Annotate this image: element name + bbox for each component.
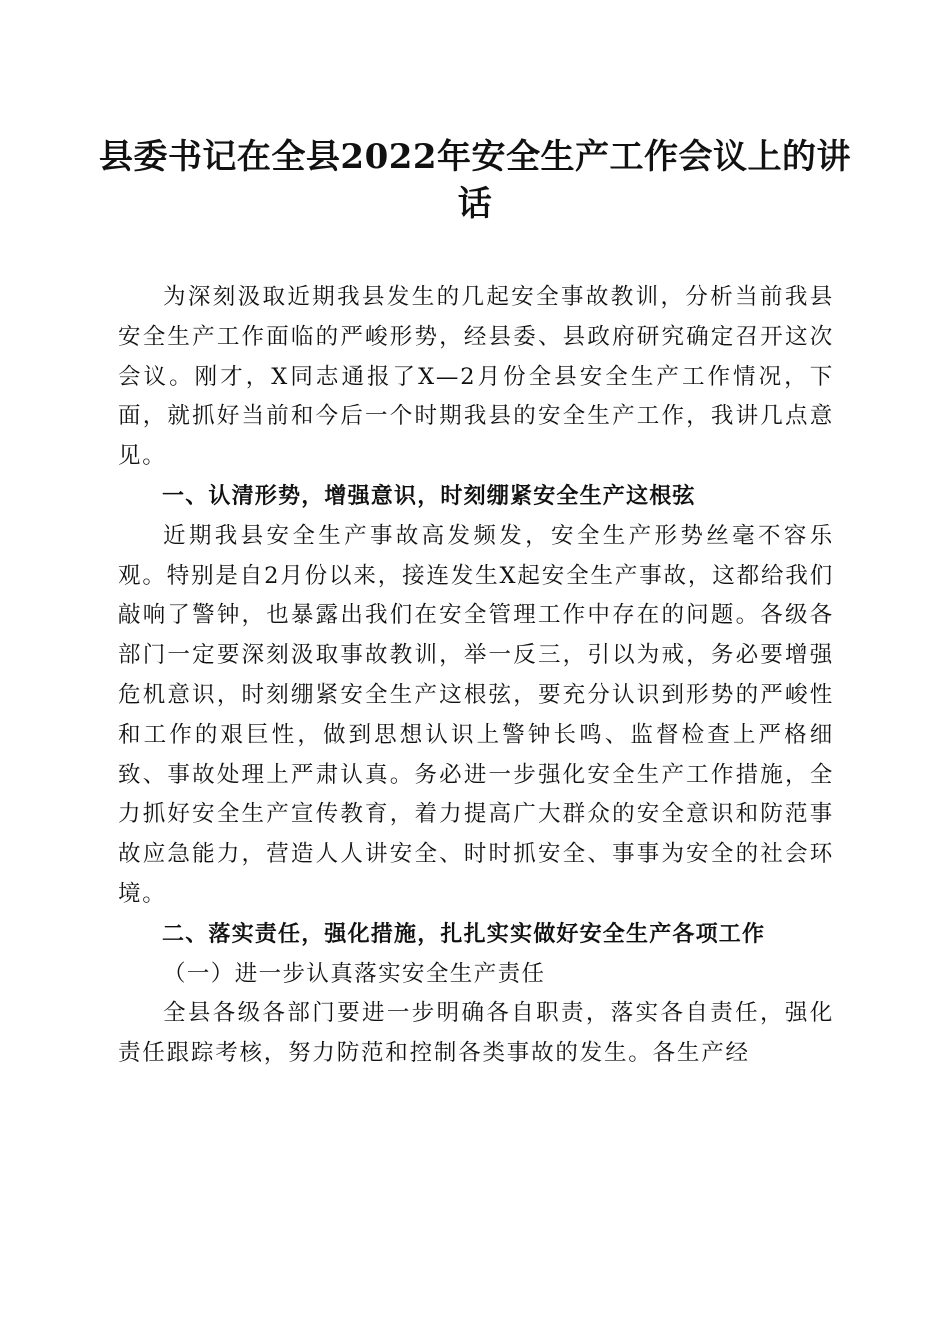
section-heading-2: 二、落实责任，强化措施，扎扎实实做好安全生产各项工作 [162, 921, 766, 947]
section-heading-1: 一、认清形势，增强意识，时刻绷紧安全生产这根弦 [162, 483, 696, 509]
section-1-paragraph: 近期我县安全生产事故高发频发，安全生产形势丝毫不容乐观。特别是自2月份以来，接连发生X起安全生产事故，这都给我们敲响了警钟，也暴露出我们在安全管理工作中存在的问题。各级各部门一定要深刻汲取事故教训，举一反三，引以为戒，务必要增强危机意识，时刻绷紧安全生产这根弦，要充分认识到形势的严峻性和工作的艰巨性，做到思想认识上警钟长鸣、监督检查上严格细致、事故处理上严肃认真。务必进一步强化安全生产工作措施，全力抓好安全生产宣传教育，着力提高广大群众的安全意识和防范事故应急能力，营造人人讲安全、时时抓安全、事事为安全的社会环境。 [118, 522, 834, 907]
subsection-1-paragraph: 全县各级各部门要进一步明确各自职责，落实各自责任，强化责任跟踪考核，努力防范和控制各类事故的发生。各生产经 [118, 1000, 834, 1067]
document-body [118, 278, 834, 1074]
intro-paragraph: 为深刻汲取近期我县发生的几起安全事故教训，分析当前我县安全生产工作面临的严峻形势，经县委、县政府研究确定召开这次会议。刚才，X同志通报了X—2月份全县安全生产工作情况，下面，就抓好当前和今后一个时期我县的安全生产工作，我讲几点意见。 [118, 284, 834, 470]
subsection-heading-1: （一）进一步认真落实安全生产责任 [163, 960, 546, 987]
document-title: 县委书记在全县2022年安全生产工作会议上的讲话 [98, 137, 852, 224]
